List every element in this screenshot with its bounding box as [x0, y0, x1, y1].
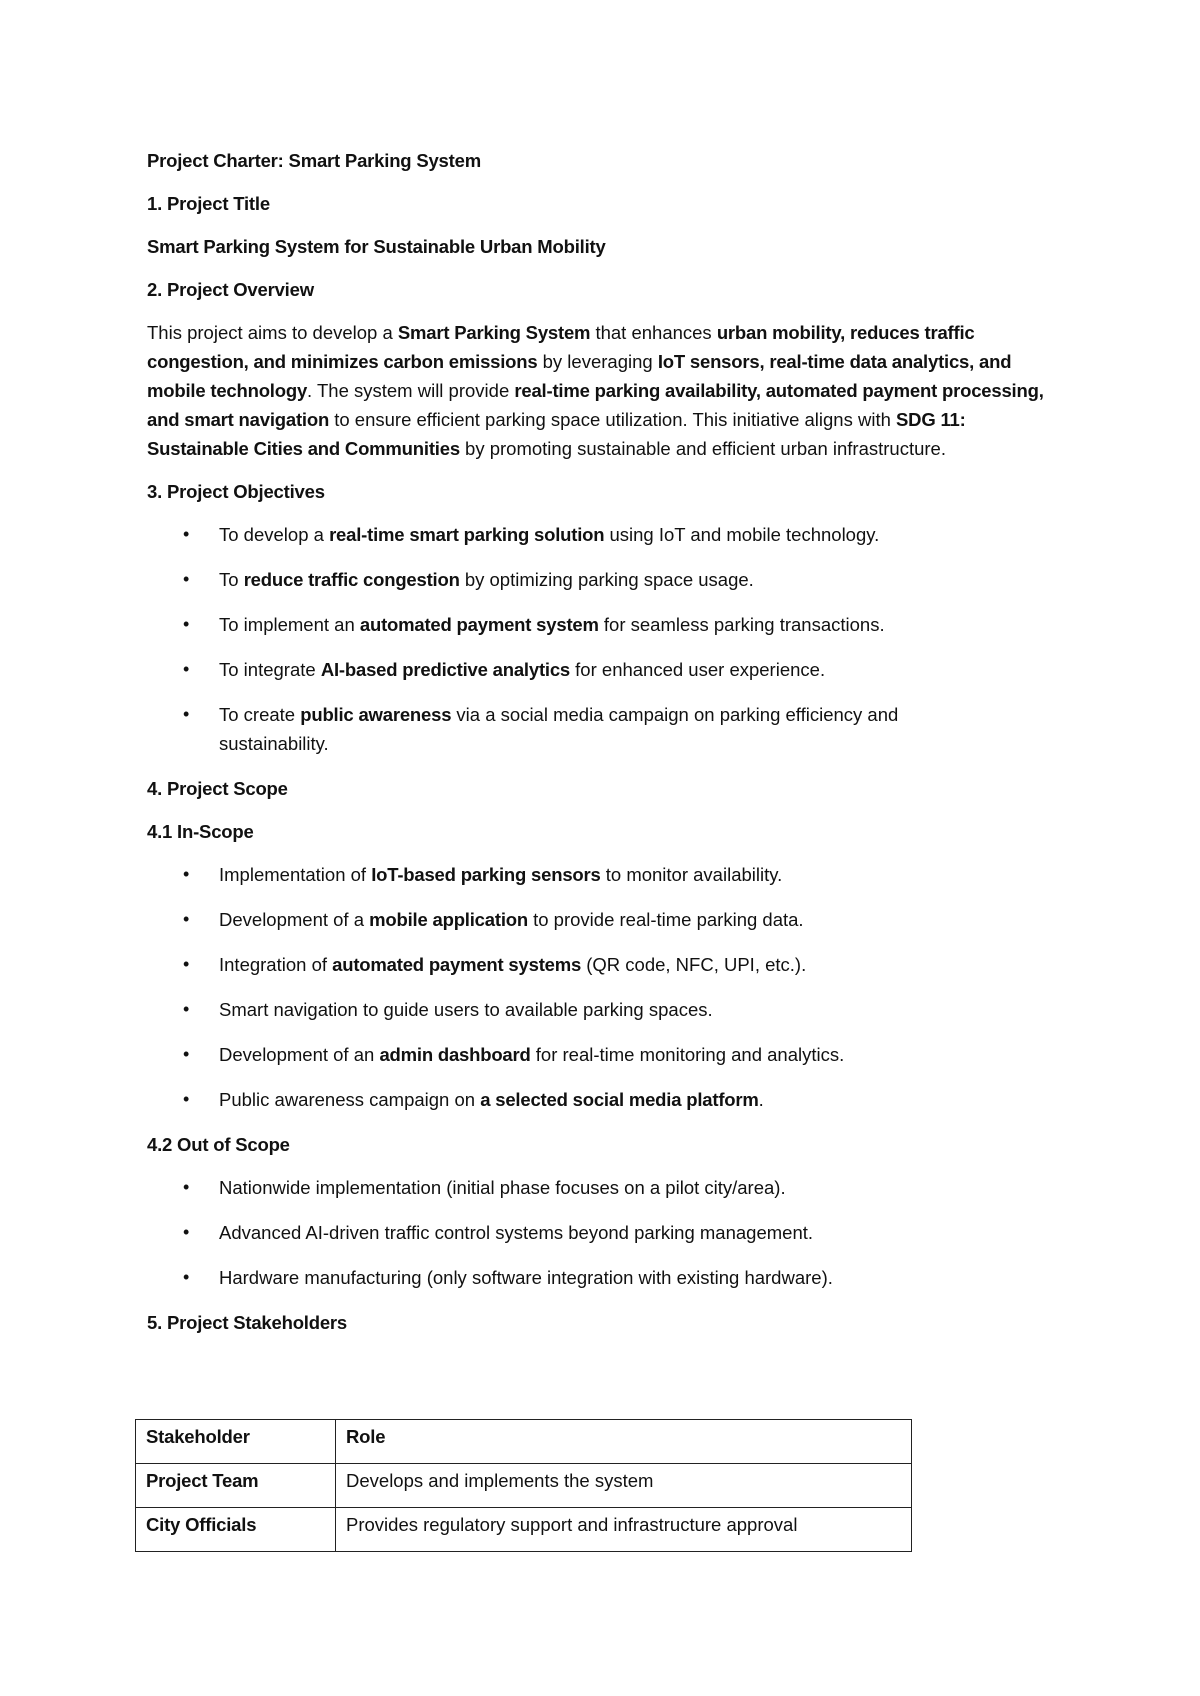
item-text: by optimizing parking space usage. — [459, 569, 754, 590]
document-page — [147, 146, 1067, 1337]
overview-text-5: to ensure efficient parking space utilization. This initiative aligns with — [329, 409, 897, 430]
section-3-heading: 3. Project Objectives — [147, 481, 325, 502]
list-item: • Advanced AI-driven traffic control systems beyond parking management. — [147, 1218, 979, 1247]
project-title-text: Smart Parking System for Sustainable Urban Mobility — [147, 236, 606, 257]
table-cell: Develops and implements the system — [336, 1464, 912, 1508]
item-bold: mobile application — [369, 909, 528, 930]
item-text: to monitor availability. — [600, 864, 783, 885]
section-4-1-heading: 4.1 In-Scope — [147, 821, 254, 842]
document-title: Project Charter: Smart Parking System — [147, 150, 481, 171]
table-header-cell: Role — [336, 1420, 912, 1464]
overview-paragraph — [147, 318, 1062, 463]
objectives-list — [147, 520, 1067, 758]
list-item: • Hardware manufacturing (only software integration with existing hardware). — [147, 1263, 979, 1292]
item-bold: real-time smart parking solution — [329, 524, 605, 545]
section-1-heading: 1. Project Title — [147, 193, 270, 214]
section-2-heading: 2. Project Overview — [147, 279, 314, 300]
item-text: for seamless parking transactions. — [598, 614, 885, 635]
item-text: via a social media campaign on parking efficiency and sustainability. — [219, 704, 899, 754]
overview-bold-5: SDG 11: Sustainable Cities and Communities — [147, 409, 966, 459]
table-header-cell: Stakeholder — [136, 1420, 336, 1464]
table-cell: Provides regulatory support and infrastructure approval — [336, 1508, 912, 1552]
section-4-heading: 4. Project Scope — [147, 778, 288, 799]
overview-bold-3: IoT sensors, real-time data analytics, and mobile technology — [147, 351, 1012, 401]
item-text: for real-time monitoring and analytics. — [530, 1044, 845, 1065]
item-text: To — [219, 569, 244, 590]
item-bold: automated payment systems — [332, 954, 582, 975]
list-item: • Nationwide implementation (initial phase focuses on a pilot city/area). — [147, 1173, 979, 1202]
item-bold: reduce traffic congestion — [243, 569, 460, 590]
item-text: Development of a — [219, 909, 370, 930]
list-item — [147, 995, 979, 1024]
stakeholders-table — [135, 1419, 912, 1552]
section-4-2-heading: 4.2 Out of Scope — [147, 1134, 290, 1155]
item-bold: automated payment system — [359, 614, 599, 635]
table-row — [136, 1464, 912, 1508]
table-header-row — [136, 1420, 912, 1464]
overview-text-6: by promoting sustainable and efficient urban infrastructure. — [459, 438, 946, 459]
item-text: using IoT and mobile technology. — [604, 524, 880, 545]
item-text: To integrate — [219, 659, 321, 680]
table-row — [136, 1508, 912, 1552]
item-text: Smart navigation to guide users to available parking spaces. — [219, 999, 713, 1020]
item-text: . — [758, 1089, 764, 1110]
item-text: (QR code, NFC, UPI, etc.). — [581, 954, 807, 975]
item-bold: AI-based predictive analytics — [320, 659, 571, 680]
overview-text-1: This project aims to develop a — [147, 322, 398, 343]
item-text: To create — [219, 704, 301, 725]
item-text: to provide real-time parking data. — [527, 909, 804, 930]
overview-text-4: . The system will provide — [307, 380, 515, 401]
list-item — [147, 655, 979, 684]
item-text: To develop a — [219, 524, 330, 545]
overview-text-2: that enhances — [590, 322, 717, 343]
item-text: for enhanced user experience. — [570, 659, 826, 680]
item-text: Implementation of — [219, 864, 372, 885]
overview-bold-4: real-time parking availability, automated payment processing, and smart navigation — [147, 380, 1044, 430]
item-bold: admin dashboard — [379, 1044, 531, 1065]
item-bold: a selected social media platform — [480, 1089, 759, 1110]
item-text: Development of an — [219, 1044, 380, 1065]
list-item — [147, 565, 979, 594]
out-of-scope-list — [147, 1173, 1067, 1292]
list-item — [147, 1085, 979, 1114]
list-item — [147, 610, 979, 639]
item-text: Public awareness campaign on — [219, 1089, 481, 1110]
section-5-heading: 5. Project Stakeholders — [147, 1312, 348, 1333]
item-text: To implement an — [219, 614, 360, 635]
table-cell: Project Team — [136, 1464, 336, 1508]
list-item — [147, 860, 979, 889]
list-item — [147, 700, 979, 758]
list-item — [147, 1040, 979, 1069]
overview-bold-2: urban mobility, reduces traffic congestion, and minimizes carbon emissions — [147, 322, 975, 372]
item-bold: public awareness — [300, 704, 452, 725]
item-bold: IoT-based parking sensors — [371, 864, 601, 885]
table-cell: City Officials — [136, 1508, 336, 1552]
list-item — [147, 520, 979, 549]
item-text: Integration of — [219, 954, 333, 975]
list-item — [147, 905, 979, 934]
overview-bold-1: Smart Parking System — [397, 322, 591, 343]
overview-text-3: by leveraging — [537, 351, 658, 372]
in-scope-list — [147, 860, 1067, 1114]
list-item — [147, 950, 979, 979]
